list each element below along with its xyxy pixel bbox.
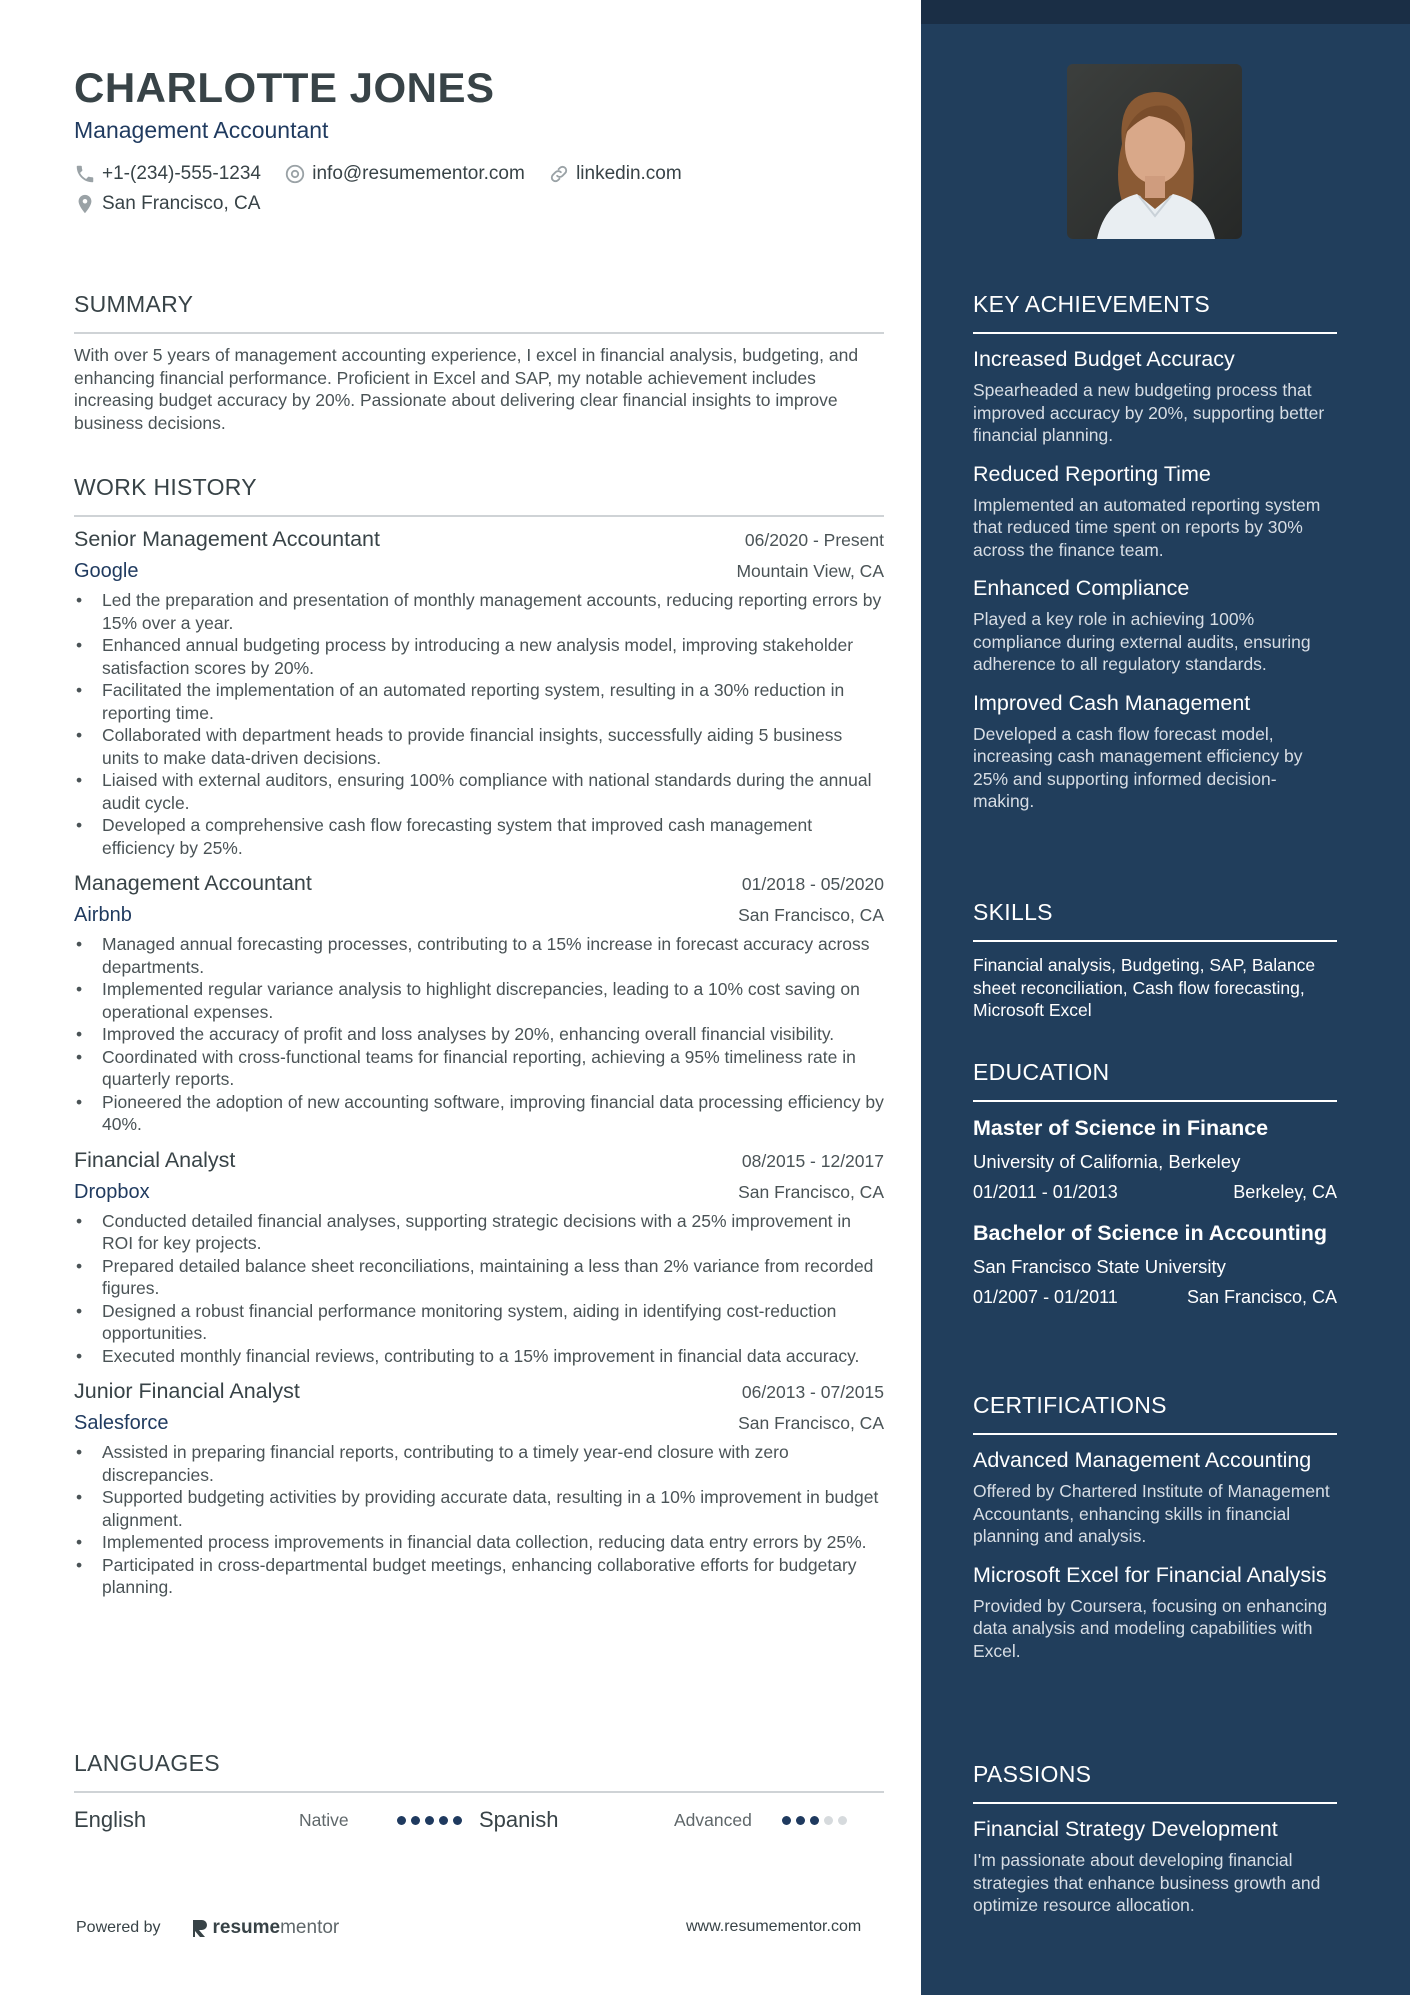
languages-row: [74, 1805, 884, 1835]
bullet-item: • Designed a robust financial performance monitoring system, aiding in identifying cost-reduction opportunities.: [74, 1300, 884, 1345]
certification-text: Offered by Chartered Institute of Management Accountants, enhancing skills in financial planning and analysis.: [973, 1481, 1330, 1546]
passion-text: I'm passionate about developing financial strategies that enhance business growth and optimize resource allocation.: [973, 1850, 1321, 1915]
bullet-item: • Enhanced annual budgeting process by introducing a new analysis model, improving stakeholder satisfaction scores by 20%.: [74, 634, 884, 679]
phone-text: +1-(234)-555-1234: [102, 162, 261, 184]
languages-heading: LANGUAGES: [74, 1750, 884, 1793]
job-company: Google: [74, 560, 139, 582]
bullet-item: • Conducted detailed financial analyses, supporting strategic decisions with a 25% improvement in ROI for key projects.: [74, 1210, 884, 1255]
candidate-name: CHARLOTTE JONES: [74, 64, 495, 111]
education-school: University of California, Berkeley: [973, 1151, 1241, 1172]
work-history-section: [74, 474, 884, 1599]
rating-dot-filled: [453, 1816, 462, 1825]
contact-location: [74, 191, 260, 218]
certification-item: [973, 1447, 1337, 1548]
bullet-item: • Coordinated with cross-functional teams for financial reporting, achieving a 95% timeliness rate in quarterly reports.: [74, 1046, 884, 1091]
powered-by-text: Powered by: [76, 1919, 161, 1936]
job-bullets: [74, 1210, 884, 1368]
bullet-item: • Implemented regular variance analysis to highlight discrepancies, leading to a 10% cost saving on operational expenses.: [74, 978, 884, 1023]
achievements-heading: KEY ACHIEVEMENTS: [973, 291, 1337, 334]
certification-text: Provided by Coursera, focusing on enhancing data analysis and modeling capabilities with Excel.: [973, 1595, 1328, 1661]
language-name: English: [74, 1807, 147, 1832]
linkedin-text: linkedin.com: [576, 162, 682, 184]
bullet-item: • Led the preparation and presentation of monthly management accounts, reducing reporting errors by 15% over a year.: [74, 589, 884, 634]
rating-dot-empty: [838, 1816, 847, 1825]
job-role: Junior Financial Analyst: [74, 1379, 300, 1403]
bullet-item: • Facilitated the implementation of an automated reporting system, resulting in a 30% reduction in reporting time.: [74, 679, 884, 724]
job-company: Airbnb: [74, 904, 132, 926]
passion-title: Financial Strategy Development: [973, 1817, 1278, 1841]
bullet-item: • Improved the accuracy of profit and loss analyses by 20%, enhancing overall financial visibility.: [74, 1023, 884, 1046]
location-pin-icon: [74, 193, 96, 215]
job-entry: [74, 1148, 884, 1368]
sidebar: [921, 0, 1410, 1995]
education-location: San Francisco, CA: [1186, 1287, 1337, 1307]
job-location: Mountain View, CA: [736, 561, 884, 581]
candidate-title: Management Accountant: [74, 117, 329, 143]
achievement-text: Spearheaded a new budgeting process that improved accuracy by 20%, supporting better financial planning.: [973, 380, 1325, 445]
bullet-item: • Liaised with external auditors, ensuring 100% compliance with national standards during the annual audit cycle.: [74, 769, 884, 814]
job-company: Salesforce: [74, 1412, 169, 1434]
achievement-text: Developed a cash flow forecast model, increasing cash management efficiency by 25% and supporting informed decision-making.: [973, 723, 1303, 811]
brand-light: mentor: [280, 1917, 340, 1938]
rating-dot-filled: [397, 1816, 406, 1825]
footer-url[interactable]: www.resumementor.com: [686, 1918, 862, 1935]
achievement-text: Implemented an automated reporting system that reduced time spent on reports by 30% across the finance team.: [973, 494, 1321, 560]
achievement-title: Improved Cash Management: [973, 690, 1251, 715]
education-degree: Master of Science in Finance: [973, 1116, 1269, 1140]
passions-section: [973, 1761, 1337, 1917]
achievement-item: [973, 690, 1337, 813]
profile-photo: [1067, 64, 1242, 239]
certifications-section: [973, 1392, 1337, 1662]
rating-dot-filled: [439, 1816, 448, 1825]
rating-dot-filled: [782, 1816, 791, 1825]
languages-section: [74, 1750, 884, 1835]
location-text: San Francisco, CA: [102, 193, 261, 214]
bullet-item: • Supported budgeting activities by providing accurate data, resulting in a 10% improvement in budget alignment.: [74, 1486, 884, 1531]
rating-dot-filled: [796, 1816, 805, 1825]
rating-dot-filled: [810, 1816, 819, 1825]
bullet-item: • Executed monthly financial reviews, contributing to a 15% improvement in financial data accuracy.: [74, 1345, 884, 1368]
education-heading: EDUCATION: [973, 1059, 1337, 1102]
job-role: Financial Analyst: [74, 1147, 236, 1172]
job-date: 06/2020 - Present: [744, 530, 884, 550]
certification-item: [973, 1562, 1337, 1663]
job-bullets: [74, 589, 884, 859]
rating-dot-filled: [425, 1816, 434, 1825]
bullet-item: • Participated in cross-departmental budget meetings, enhancing collaborative efforts for budgetary planning.: [74, 1554, 884, 1599]
job-bullets: [74, 1441, 884, 1599]
phone-icon: [74, 163, 96, 185]
bullet-item: • Assisted in preparing financial reports, contributing to a timely year-end closure with zero discrepancies.: [74, 1441, 884, 1486]
language-item: [74, 1807, 479, 1833]
education-degree: Bachelor of Science in Accounting: [973, 1221, 1328, 1245]
job-bullets: [74, 933, 884, 1136]
bullet-item: • Collaborated with department heads to provide financial insights, successfully aiding 5 business units to make data-driven decisions.: [74, 724, 884, 769]
certification-title: Microsoft Excel for Financial Analysis: [973, 1562, 1327, 1587]
job-location: San Francisco, CA: [738, 905, 884, 925]
education-section: [973, 1059, 1337, 1308]
brand-bold: resume: [212, 1917, 281, 1938]
achievement-title: Enhanced Compliance: [973, 576, 1190, 600]
bullet-item: • Managed annual forecasting processes, contributing to a 15% increase in forecast accuracy across departments.: [74, 933, 884, 978]
skills-section: [973, 899, 1337, 1022]
education-item: [973, 1219, 1337, 1308]
language-rating: [782, 1816, 847, 1825]
bullet-item: • Developed a comprehensive cash flow forecasting system that improved cash management efficiency by 25%.: [74, 814, 884, 859]
contact-phone[interactable]: [74, 160, 261, 187]
job-location: San Francisco, CA: [738, 1181, 884, 1202]
certifications-heading: CERTIFICATIONS: [973, 1392, 1337, 1435]
job-date: 01/2018 - 05/2020: [741, 874, 884, 894]
achievement-title: Increased Budget Accuracy: [973, 347, 1235, 371]
link-icon: [548, 163, 570, 185]
skills-text: Financial analysis, Budgeting, SAP, Balance sheet reconciliation, Cash flow forecasting, Microsoft Excel: [973, 955, 1316, 1020]
achievement-title: Reduced Reporting Time: [973, 461, 1211, 486]
job-entry: [74, 527, 884, 859]
certification-title: Advanced Management Accounting: [973, 1448, 1312, 1472]
skills-heading: SKILLS: [973, 899, 1337, 942]
email-text: info@resumementor.com: [312, 162, 525, 184]
achievement-item: [973, 346, 1337, 447]
brand-logo[interactable]: [191, 1917, 340, 1939]
bullet-item: • Implemented process improvements in financial data collection, reducing data entry errors by 25%.: [74, 1531, 884, 1554]
achievement-text: Played a key role in achieving 100% compliance during external audits, ensuring adherence to all regulatory standards.: [973, 609, 1311, 674]
sidebar-top-bar: [921, 0, 1410, 24]
language-item: [479, 1807, 884, 1833]
contact-info: [74, 160, 894, 221]
job-entry: [74, 1379, 884, 1599]
contact-email[interactable]: [284, 160, 525, 187]
job-role: Senior Management Accountant: [74, 527, 380, 551]
job-role: Management Accountant: [74, 871, 312, 895]
job-date: 06/2013 - 07/2015: [741, 1382, 884, 1402]
bullet-item: • Prepared detailed balance sheet reconciliations, maintaining a less than 2% variance from recorded figures.: [74, 1255, 884, 1300]
contact-linkedin[interactable]: [548, 160, 682, 187]
rating-dot-filled: [411, 1816, 420, 1825]
education-item: [973, 1114, 1337, 1203]
education-date: 01/2007 - 01/2011: [973, 1287, 1118, 1307]
achievement-item: [973, 461, 1337, 562]
passion-item: [973, 1816, 1337, 1917]
job-entry: [74, 871, 884, 1136]
summary-text: With over 5 years of management accounting experience, I excel in financial analysis, budgeting, and enhancing financial performance. Proficient in Excel and SAP, my notable achievement includes increasing budget accuracy by 20%. Passionate about delivering clear financial insights to improve business decisions.: [74, 345, 859, 433]
achievements-section: [973, 291, 1337, 813]
at-icon: [284, 163, 306, 185]
job-date: 08/2015 - 12/2017: [741, 1150, 884, 1171]
education-date: 01/2011 - 01/2013: [973, 1182, 1118, 1202]
job-location: San Francisco, CA: [738, 1413, 884, 1433]
work-history-heading: WORK HISTORY: [74, 474, 884, 517]
resumementor-logo-icon: [191, 1918, 209, 1938]
achievement-item: [973, 575, 1337, 676]
footer-powered-by: [76, 1917, 339, 1939]
education-location: Berkeley, CA: [1233, 1182, 1337, 1202]
summary-heading: SUMMARY: [74, 291, 884, 334]
language-level: Native: [299, 1809, 349, 1830]
rating-dot-empty: [824, 1816, 833, 1825]
profile-portrait-image: [1067, 64, 1242, 239]
summary-section: [74, 291, 884, 434]
language-rating: [397, 1816, 462, 1825]
bullet-item: • Pioneered the adoption of new accounting software, improving financial data processing efficiency by 40%.: [74, 1091, 884, 1136]
job-company: Dropbox: [74, 1180, 150, 1203]
education-school: San Francisco State University: [973, 1256, 1226, 1277]
language-level: Advanced: [674, 1809, 752, 1830]
language-name: Spanish: [479, 1807, 559, 1832]
passions-heading: PASSIONS: [973, 1761, 1337, 1804]
